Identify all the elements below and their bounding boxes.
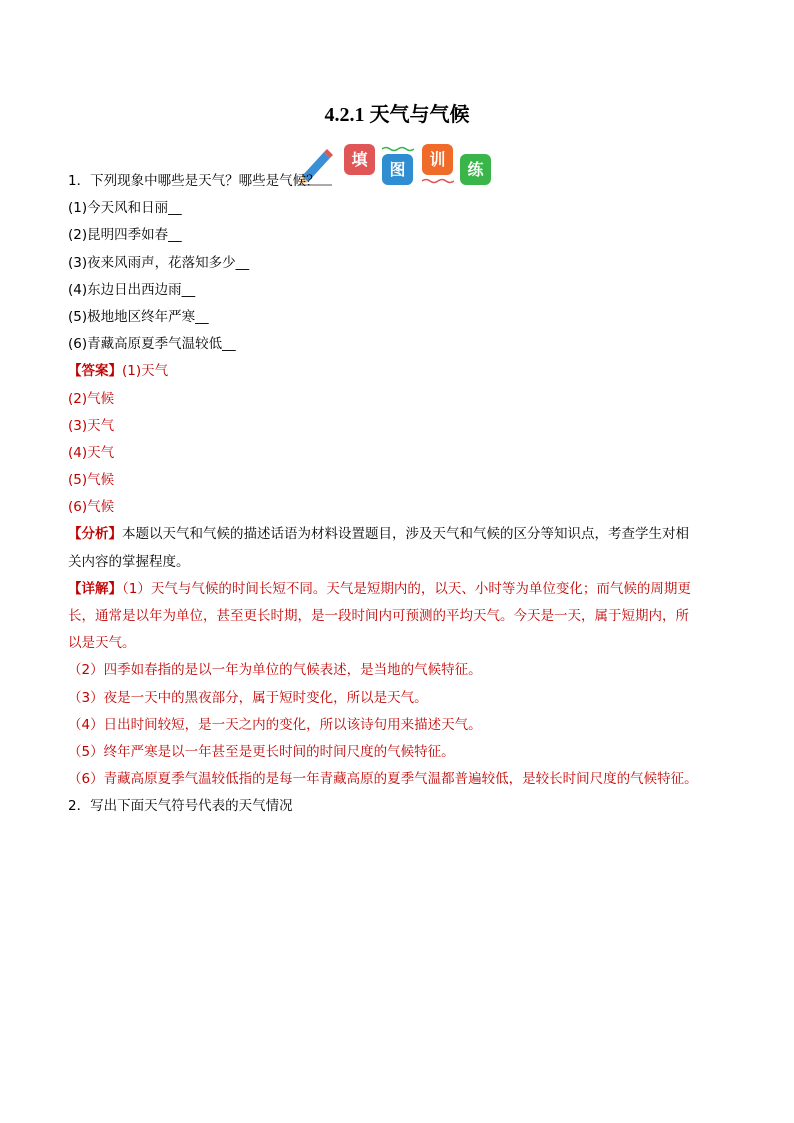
- detail-text: （6）青藏高原夏季气温较低指的是每一年青藏高原的夏季气温都普遍较低，是较长时间尺度的气候特征。: [68, 771, 698, 788]
- detail-text: （5）终年严寒是以一年甚至是更长时间的时间尺度的气候特征。: [68, 743, 455, 760]
- question-content: [68, 168, 728, 821]
- detail-text: 以是天气。: [68, 635, 136, 652]
- question-1-item: (5)极地地区终年严寒__: [68, 308, 209, 325]
- banner-char-practice: 练: [460, 154, 491, 185]
- answer-item: (1)天气: [122, 363, 169, 380]
- banner-char-fill: 填: [344, 144, 375, 175]
- detail-line: [68, 576, 728, 603]
- answer-item: (2)气候: [68, 390, 115, 407]
- detail-text: （1）天气与气候的时间长短不同。天气是短期内的，以天、小时等为单位变化；而气候的周期更: [122, 580, 691, 597]
- analysis-text: 关内容的掌握程度。: [68, 553, 190, 570]
- question-1-item: (1)今天风和日丽__: [68, 200, 182, 217]
- answer-item: (5)气候: [68, 472, 115, 489]
- question-1-item: (6)青藏高原夏季气温较低__: [68, 336, 236, 353]
- detail-tag: 【详解】: [68, 580, 122, 597]
- detail-text: 长，通常是以年为单位，甚至更长时期，是一段时间内可预测的平均天气。今天是一天，属于短期内，所: [68, 608, 689, 624]
- analysis-line: [68, 521, 728, 548]
- answer-item: (4)天气: [68, 444, 115, 461]
- answer-line: [68, 358, 728, 385]
- page-title: 4.2.1 天气与气候: [324, 104, 470, 126]
- answer-item: (6)气候: [68, 499, 115, 516]
- banner-char-train: 训: [422, 144, 453, 175]
- question-2-stem: 2．写出下面天气符号代表的天气情况: [68, 798, 293, 815]
- question-1-item: (2)昆明四季如春__: [68, 227, 182, 244]
- detail-text: （2）四季如春指的是以一年为单位的气候表述，是当地的气候特征。: [68, 662, 482, 679]
- wave-decoration: [382, 146, 414, 152]
- question-1-item: (4)东边日出西边雨__: [68, 281, 196, 298]
- answer-item: (3)天气: [68, 417, 115, 434]
- banner-char-map: 图: [382, 154, 413, 185]
- analysis-text: 本题以天气和气候的描述话语为材料设置题目，涉及天气和气候的区分等知识点，考查学生对相: [122, 526, 689, 543]
- question-1-stem: 1．下列现象中哪些是天气？哪些是气候？: [68, 173, 320, 189]
- detail-text: （4）日出时间较短，是一天之内的变化，所以该诗句用来描述天气。: [68, 716, 482, 733]
- question-1-item: (3)夜来风雨声，花落知多少__: [68, 254, 250, 271]
- analysis-tag: 【分析】: [68, 526, 122, 543]
- answer-tag: 【答案】: [68, 363, 122, 380]
- detail-text: （3）夜是一天中的黑夜部分，属于短时变化，所以是天气。: [68, 689, 428, 706]
